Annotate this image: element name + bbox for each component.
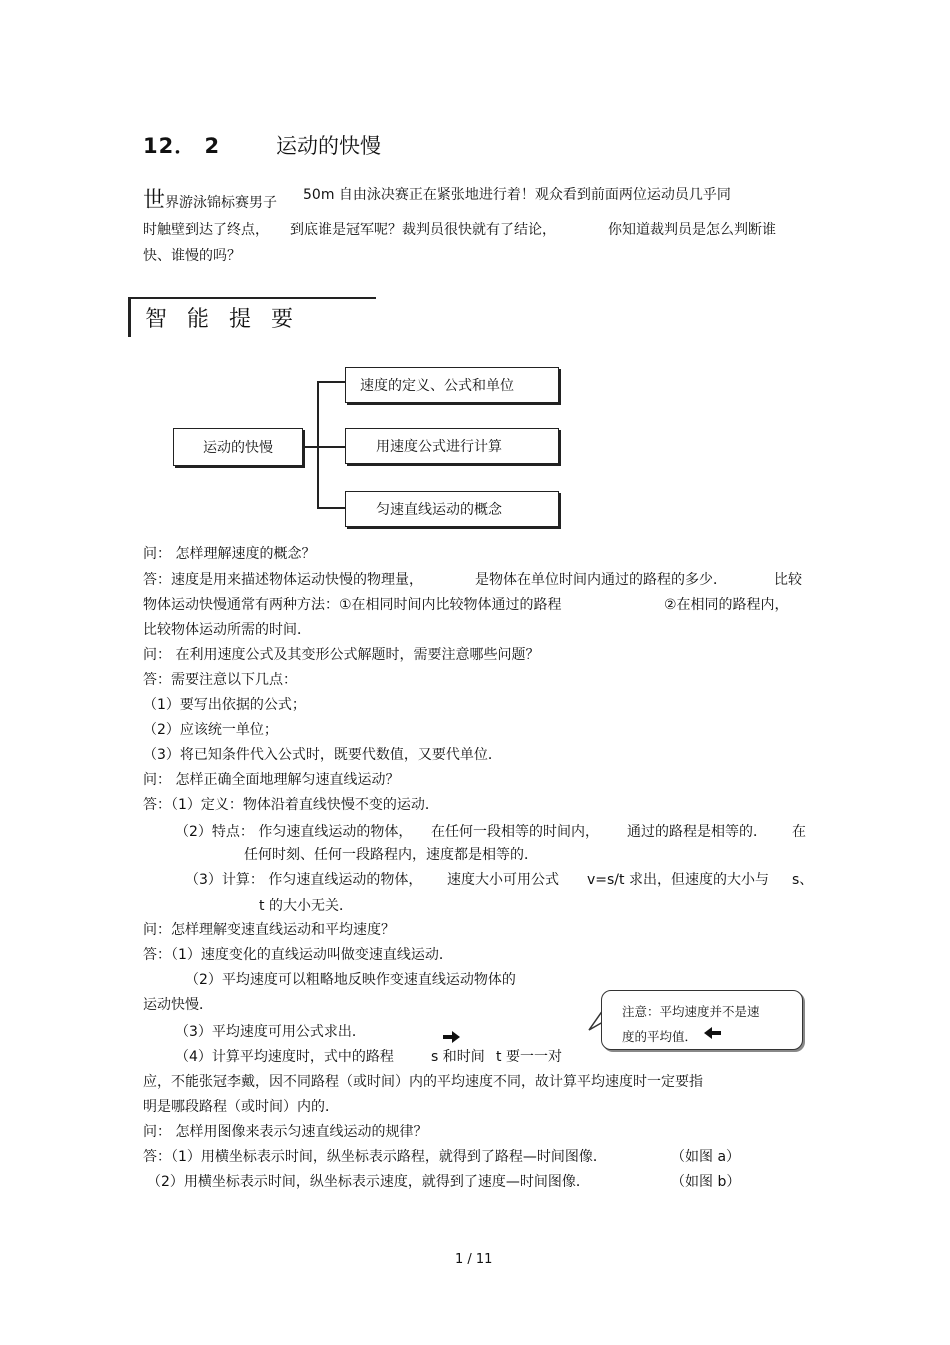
section-number: 12． 2 <box>143 134 221 158</box>
callout-note <box>601 990 803 1050</box>
page-number: 1 / 11 <box>455 1252 493 1267</box>
answer-text: 比较物体运动所需的时间． <box>143 622 311 638</box>
diagram-branch <box>345 367 559 403</box>
answer-text: 答：（1）速度变化的直线运动叫做变速直线运动． <box>143 947 453 963</box>
diagram-root-label: 运动的快慢 <box>203 440 273 456</box>
diagram-branch <box>345 428 559 464</box>
callout-text: 注意：平均速度并不是速 <box>622 1004 760 1019</box>
answer-text: 明是哪段路程（或时间）内的． <box>143 1099 339 1115</box>
answer-text: （4）计算平均速度时，式中的路程 <box>175 1049 394 1065</box>
intro-text: 你知道裁判员是怎么判断谁 <box>608 222 776 238</box>
answer-text: 比较 <box>774 572 802 588</box>
intro-text: 到底谁是冠军呢？裁判员很快就有了结论， <box>290 222 556 238</box>
question: 问： 怎样正确全面地理解匀速直线运动？ <box>143 772 400 788</box>
diagram-branch <box>345 491 559 527</box>
diagram-connector <box>317 507 345 509</box>
answer-text: 应，不能张冠李戴，因不同路程（或时间）内的平均速度不同，故计算平均速度时一定要指 <box>143 1074 703 1090</box>
question: 问：怎样理解变速直线运动和平均速度？ <box>143 922 395 938</box>
answer-text: 任何时刻、任何一段路程内，速度都是相等的． <box>244 847 538 863</box>
intro-line-1 <box>143 183 277 214</box>
answer-text: （2）用横坐标表示时间，纵坐标表示速度，就得到了速度—时间图像． <box>147 1174 590 1190</box>
diagram-connector <box>317 381 319 508</box>
answer-text: 答：（1）定义：物体沿着直线快慢不变的运动． <box>143 797 439 813</box>
diagram-branch-label: 速度的定义、公式和单位 <box>360 378 514 394</box>
answer-text: 答：需要注意以下几点： <box>143 672 297 688</box>
answer-text: 物体运动快慢通常有两种方法：①在相同时间内比较物体通过的路程 <box>143 597 562 613</box>
intro-text: 快、谁慢的吗？ <box>143 248 241 264</box>
answer-text: （3）计算： 作匀速直线运动的物体， <box>185 872 423 888</box>
answer-text: 是物体在单位时间内通过的路程的多少． <box>475 572 727 588</box>
diagram-root <box>173 428 303 466</box>
answer-text: s、 <box>792 872 814 888</box>
answer-text: 但速度的大小与 <box>671 872 769 888</box>
answer-text: （3）将已知条件代入公式时，既要代数值，又要代单位． <box>143 747 502 763</box>
answer-text: 速度大小可用公式 <box>447 872 559 888</box>
arrow-left-icon <box>704 1027 721 1039</box>
answer-text: 通过的路程是相等的． <box>627 824 767 840</box>
answer-text: （3）平均速度可用公式求出． <box>175 1024 366 1040</box>
answer-text: （1）要写出依据的公式； <box>143 697 306 713</box>
answer-text: v=s/t 求出， <box>587 872 671 888</box>
diagram-connector <box>317 381 345 383</box>
question: 问： 怎样理解速度的概念？ <box>143 546 316 562</box>
arrow-right-icon <box>443 1031 460 1043</box>
answer-text: 答：速度是用来描述物体运动快慢的物理量， <box>143 572 423 588</box>
answer-text: 运动快慢． <box>143 997 213 1013</box>
answer-text: t 的大小无关． <box>259 898 353 914</box>
answer-text: s 和时间 <box>431 1049 485 1065</box>
answer-text: ②在相同的路程内， <box>664 597 789 613</box>
answer-text: t 要一一对 <box>496 1049 562 1065</box>
intro-drop-cap: 世 <box>143 188 166 213</box>
answer-text: （如图 b） <box>671 1174 741 1190</box>
answer-text: （2）特点： 作匀速直线运动的物体， <box>175 824 413 840</box>
page-title: 运动的快慢 <box>276 134 381 158</box>
answer-text: 答：（1）用横坐标表示时间，纵坐标表示路程，就得到了路程—时间图像． <box>143 1149 607 1165</box>
callout-text: 度的平均值． <box>622 1029 698 1044</box>
diagram-connector <box>317 446 345 448</box>
section-title: 智能提要 <box>145 307 314 332</box>
answer-text: 在任何一段相等的时间内， <box>431 824 599 840</box>
question: 问： 怎样用图像来表示匀速直线运动的规律？ <box>143 1124 428 1140</box>
question: 问： 在利用速度公式及其变形公式解题时，需要注意哪些问题？ <box>143 647 540 663</box>
answer-text: 在 <box>792 824 806 840</box>
diagram-connector <box>303 446 318 448</box>
answer-text: （2）应该统一单位； <box>143 722 278 738</box>
intro-text: 时触壁到达了终点， <box>143 222 269 238</box>
answer-text: （2）平均速度可以粗略地反映作变速直线运动物体的 <box>185 972 516 988</box>
diagram-branch-label: 用速度公式进行计算 <box>376 439 502 455</box>
diagram-branch-label: 匀速直线运动的概念 <box>376 502 502 518</box>
intro-text: 界游泳锦标赛男子 <box>165 195 278 211</box>
intro-text: 50m 自由泳决赛正在紧张地进行着！观众看到前面两位运动员几乎同 <box>303 187 731 203</box>
answer-text: （如图 a） <box>671 1149 741 1165</box>
